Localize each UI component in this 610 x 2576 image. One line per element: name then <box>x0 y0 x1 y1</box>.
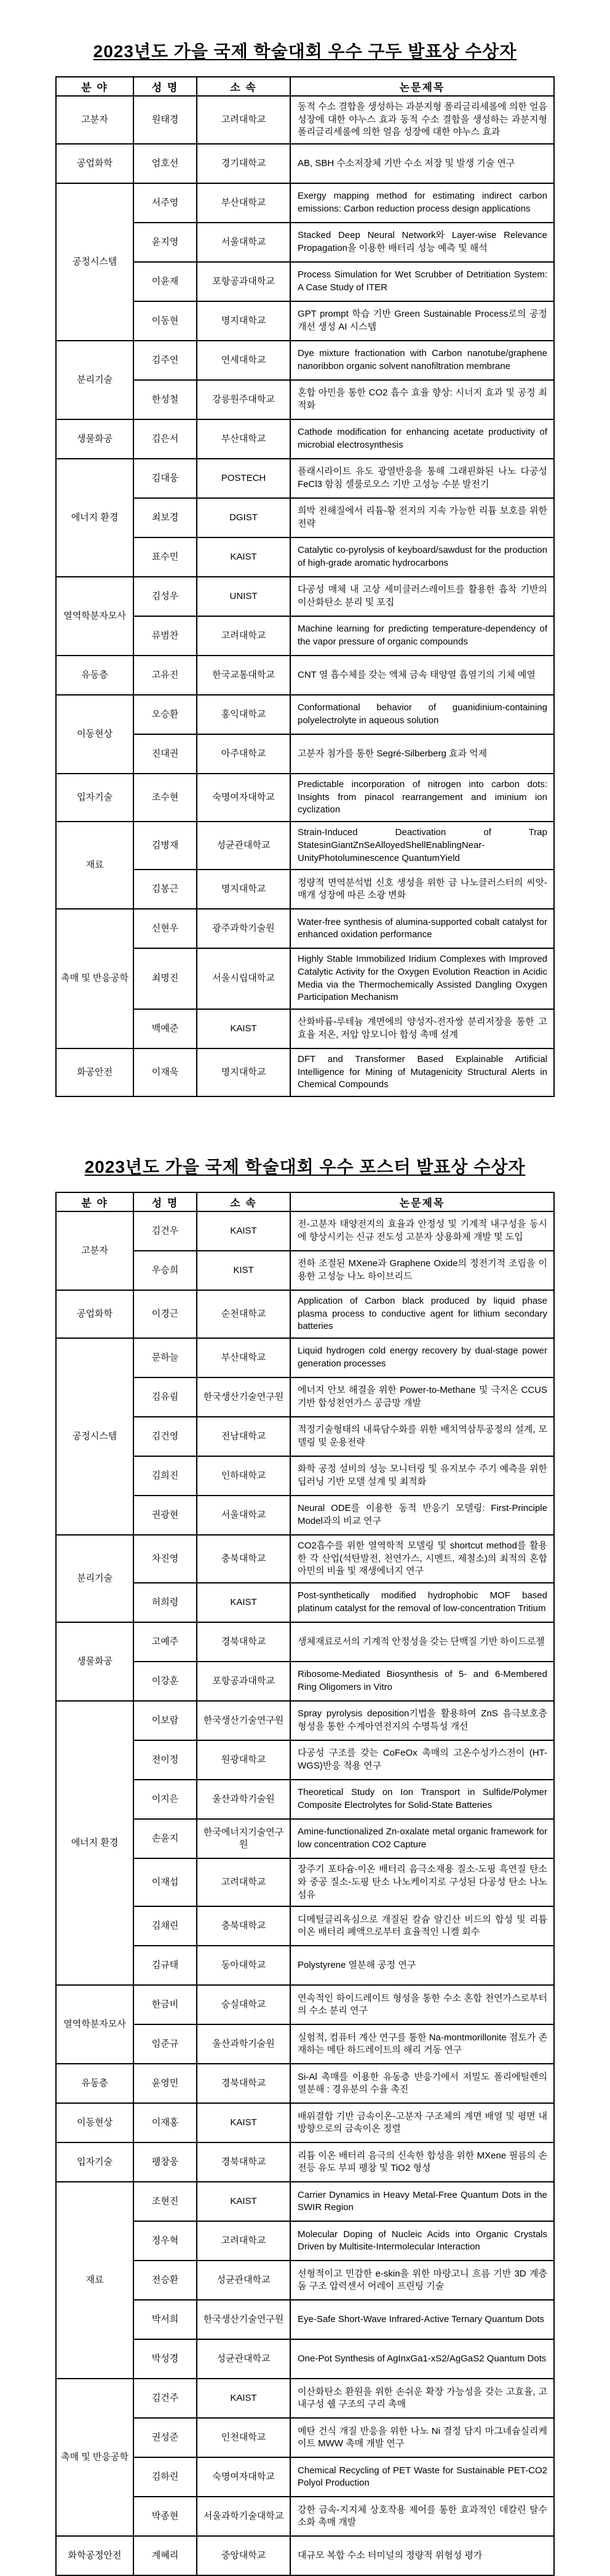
field-cell: 유동층 <box>56 2064 133 2103</box>
affiliation-cell: 경북대학교 <box>197 1622 290 1662</box>
paper-title-cell: 산화바륨-루테늄 계면에의 양성자-전자쌍 분리저장을 통한 고효율 저온, 저압 암모니아 합성 촉매 설계 <box>290 1009 554 1048</box>
award-row <box>56 2064 554 2103</box>
name-cell: 백예준 <box>133 1009 197 1048</box>
affiliation-cell: 서울대학교 <box>197 1496 290 1535</box>
header-paper-title: 논문제목 <box>290 77 554 96</box>
award-row <box>56 1985 554 2024</box>
paper-title-cell: Exergy mapping method for estimating indirect carbon emissions: Carbon reduction process design applications <box>290 183 554 223</box>
name-cell: 오승환 <box>133 695 197 734</box>
paper-title-cell: Theoretical Study on Ion Transport in Sulfide/Polymer Composite Electrolytes for Solid-State Batteries <box>290 1780 554 1819</box>
award-row <box>56 341 554 380</box>
field-cell: 열역학분자모사 <box>56 1985 133 2064</box>
field-cell: 고분자 <box>56 1211 133 1290</box>
affiliation-cell: 고려대학교 <box>197 2221 290 2261</box>
affiliation-cell: 성균관대학교 <box>197 2339 290 2379</box>
name-cell: 고유진 <box>133 656 197 695</box>
paper-title-cell: 대규모 복합 수소 터미널의 정량적 위험성 평가 <box>290 2536 554 2575</box>
award-row <box>56 1211 554 1251</box>
field-cell: 이동현상 <box>56 2103 133 2142</box>
paper-title-cell: 디메틸글리옥심으로 개질된 칼슘 알긴산 비드의 합성 및 리튬 이온 배터리 폐액으로부터 효율적인 니켈 회수 <box>290 1906 554 1946</box>
award-row <box>56 695 554 734</box>
paper-title-cell: Molecular Doping of Nucleic Acids into Organic Crystals Driven by Multisite-Intermolecular Interaction <box>290 2221 554 2261</box>
affiliation-cell: 동아대학교 <box>197 1946 290 1985</box>
paper-title-cell: Application of Carbon black produced by liquid phase plasma process to conductive agent for lithium secondary batteries <box>290 1290 554 1338</box>
affiliation-cell: 숙명여자대학교 <box>197 2457 290 2497</box>
field-cell: 입자기술 <box>56 2142 133 2182</box>
affiliation-cell: 성균관대학교 <box>197 2261 290 2300</box>
affiliation-cell: 포항공과대학교 <box>197 1662 290 1701</box>
affiliation-cell: 인천대학교 <box>197 2418 290 2457</box>
affiliation-cell: KAIST <box>197 1211 290 1251</box>
paper-title-cell: Catalytic co-pyrolysis of keyboard/sawdust for the production of high-grade aromatic hydrocarbons <box>290 537 554 577</box>
header-field: 분 야 <box>56 1192 133 1211</box>
affiliation-cell: KAIST <box>197 2103 290 2142</box>
paper-title-cell: Strain-Induced Deactivation of Trap StatesinGiantZnSeAlloyedShellEnablingNear-UnityPhotoluminescence QuantumYield <box>290 822 554 870</box>
award-row <box>56 1338 554 1377</box>
affiliation-cell: 경북대학교 <box>197 2064 290 2103</box>
name-cell: 박성경 <box>133 2339 197 2379</box>
affiliation-cell: 전남대학교 <box>197 1417 290 1456</box>
name-cell: 김건영 <box>133 1417 197 1456</box>
affiliation-cell: 강릉원주대학교 <box>197 380 290 419</box>
name-cell: 윤영민 <box>133 2064 197 2103</box>
name-cell: 서주영 <box>133 183 197 223</box>
paper-title-cell: Dye mixture fractionation with Carbon nanotube/graphene nanoribbon organic solvent nanofiltration membrane <box>290 341 554 380</box>
header-name: 성 명 <box>133 77 197 96</box>
name-cell: 윤지영 <box>133 223 197 262</box>
paper-title-cell: Conformational behavior of guanidinium-containing polyelectrolyte in aqueous solution <box>290 695 554 734</box>
name-cell: 조현진 <box>133 2182 197 2221</box>
name-cell: 김건우 <box>133 1211 197 1251</box>
award-row <box>56 459 554 498</box>
paper-title-cell: CO2흡수를 위한 열역학적 모델링 및 shortcut method를 활용한 각 산업(석탄발전, 천연가스, 시멘트, 제철소)의 최적의 혼합 아민의 비율 및 재생에너지 연구 <box>290 1535 554 1583</box>
name-cell: 진대권 <box>133 734 197 774</box>
paper-title-cell: Post-synthetically modified hydrophobic MOF based platinum catalyst for the removal of low-concentration Tritium <box>290 1583 554 1622</box>
name-cell: 최명진 <box>133 948 197 1009</box>
name-cell: 이지은 <box>133 1780 197 1819</box>
affiliation-cell: 한국생산기술연구원 <box>197 2300 290 2339</box>
affiliation-cell: 부산대학교 <box>197 1338 290 1377</box>
name-cell: 이동현 <box>133 301 197 341</box>
field-cell: 분리기술 <box>56 1535 133 1622</box>
paper-title-cell: CNT 열 흡수체를 갖는 액체 금속 태양열 흡열기의 기체 예열 <box>290 656 554 695</box>
affiliation-cell: 숙명여자대학교 <box>197 774 290 822</box>
name-cell: 한성철 <box>133 380 197 419</box>
paper-title-cell: Water-free synthesis of alumina-supported cobalt catalyst for enhanced oxidation performance <box>290 909 554 948</box>
paper-title-cell: 강한 금속-지지체 상호작용 제어를 통한 효과적인 데칼린 탈수소화 촉매 개발 <box>290 2497 554 2536</box>
affiliation-cell: 연세대학교 <box>197 341 290 380</box>
affiliation-cell: 광주과학기술원 <box>197 909 290 948</box>
oral-awards-table <box>55 76 555 1097</box>
name-cell: 팽창웅 <box>133 2142 197 2182</box>
poster-awards-section <box>0 1154 610 2576</box>
paper-title-cell: 화학 공정 설비의 성능 모니터링 및 유지보수 주기 예측을 위한 딥러닝 기반 모델 설계 및 최적화 <box>290 1456 554 1496</box>
award-row <box>56 2536 554 2575</box>
field-cell: 화공안전 <box>56 1048 133 1096</box>
paper-title-cell: Machine learning for predicting temperature-dependency of the vapor pressure of organic compounds <box>290 616 554 656</box>
name-cell: 김건주 <box>133 2379 197 2418</box>
table-header-row <box>56 77 554 96</box>
award-row <box>56 774 554 822</box>
affiliation-cell: 부산대학교 <box>197 183 290 223</box>
name-cell: 우승희 <box>133 1251 197 1290</box>
paper-title-cell: AB, SBH 수소저장체 기반 수소 저장 및 발생 기술 연구 <box>290 144 554 183</box>
paper-title-cell: 전-고분자 태양전지의 효율과 안정성 및 기계적 내구성을 동시에 향상시키는 신규 전도성 고분자 상용화제 개발 및 도입 <box>290 1211 554 1251</box>
affiliation-cell: 명지대학교 <box>197 301 290 341</box>
field-cell: 촉매 및 반응공학 <box>56 909 133 1048</box>
name-cell: 김유림 <box>133 1377 197 1417</box>
award-row <box>56 909 554 948</box>
name-cell: 원태경 <box>133 96 197 144</box>
affiliation-cell: 고려대학교 <box>197 96 290 144</box>
affiliation-cell: 한국에너지기술연구원 <box>197 1819 290 1858</box>
name-cell: 이재홍 <box>133 2103 197 2142</box>
paper-title-cell: 혼합 아민을 통한 CO2 흡수 효율 향상: 시너지 효과 및 공정 최적화 <box>290 380 554 419</box>
field-cell: 고분자 <box>56 96 133 144</box>
award-row <box>56 96 554 144</box>
field-cell: 재료 <box>56 822 133 909</box>
name-cell: 계혜리 <box>133 2536 197 2575</box>
field-cell: 분리기술 <box>56 341 133 419</box>
paper-title-cell: Spray pyrolysis deposition기법을 활용하여 ZnS 음극보호층 형성을 통한 수계아연전지의 수명특성 개선 <box>290 1701 554 1740</box>
paper-title-cell: Carrier Dynamics in Heavy Metal-Free Quantum Dots in the SWIR Region <box>290 2182 554 2221</box>
affiliation-cell: 명지대학교 <box>197 870 290 909</box>
paper-title-cell: Ribosome-Mediated Biosynthesis of 5- and 6-Membered Ring Oligomers in Vitro <box>290 1662 554 1701</box>
affiliation-cell: KAIST <box>197 1583 290 1622</box>
name-cell: 허희령 <box>133 1583 197 1622</box>
paper-title-cell: 고분자 첨가를 통한 Segré-Silberberg 효과 억제 <box>290 734 554 774</box>
affiliation-cell: 포항공과대학교 <box>197 262 290 301</box>
header-name: 성 명 <box>133 1192 197 1211</box>
field-cell: 화학공정안전 <box>56 2536 133 2575</box>
affiliation-cell: 한국교통대학교 <box>197 656 290 695</box>
name-cell: 이강훈 <box>133 1662 197 1701</box>
name-cell: 신현우 <box>133 909 197 948</box>
award-row <box>56 1290 554 1338</box>
affiliation-cell: 경북대학교 <box>197 2142 290 2182</box>
affiliation-cell: 숭실대학교 <box>197 1985 290 2024</box>
award-row <box>56 2379 554 2418</box>
paper-title-cell: Chemical Recycling of PET Waste for Sustainable PET-CO2 Polyol Production <box>290 2457 554 2497</box>
affiliation-cell: 순천대학교 <box>197 1290 290 1338</box>
paper-title-cell: Si-Al 촉매를 이용한 유동층 반응기에서 저밀도 폴리에틸렌의 열분해 : 경유분의 수율 촉진 <box>290 2064 554 2103</box>
field-cell: 생물화공 <box>56 419 133 459</box>
name-cell: 차진영 <box>133 1535 197 1583</box>
award-row <box>56 419 554 459</box>
field-cell: 촉매 및 반응공학 <box>56 2379 133 2536</box>
paper-title-cell: Cathode modification for enhancing acetate productivity of microbial electrosynthesis <box>290 419 554 459</box>
oral-awards-title: 2023년도 가을 국제 학술대회 우수 구두 발표상 수상자 <box>93 42 517 61</box>
paper-title-cell: Highly Stable Immobilized Iridium Complexes with Improved Catalytic Activity for the Oxygen Evolution Reaction in Acidic Media via the Thermochemically Assisted Dangling Oxygen Participation Mechanism <box>290 948 554 1009</box>
affiliation-cell: 인하대학교 <box>197 1456 290 1496</box>
award-row <box>56 1701 554 1740</box>
header-affiliation: 소 속 <box>197 77 290 96</box>
paper-title-cell: Neural ODE를 이용한 동적 반응기 모델링: First-Principle Model과의 비교 연구 <box>290 1496 554 1535</box>
name-cell: 엄호선 <box>133 144 197 183</box>
name-cell: 표수민 <box>133 537 197 577</box>
name-cell: 문하늘 <box>133 1338 197 1377</box>
paper-title-cell: Process Simulation for Wet Scrubber of Detritiation System: A Case Study of ITER <box>290 262 554 301</box>
affiliation-cell: 울산과학기술원 <box>197 1780 290 1819</box>
name-cell: 박서희 <box>133 2300 197 2339</box>
field-cell: 공정시스템 <box>56 1338 133 1535</box>
affiliation-cell: DGIST <box>197 498 290 537</box>
name-cell: 이경근 <box>133 1290 197 1338</box>
affiliation-cell: 충북대학교 <box>197 1535 290 1583</box>
paper-title-cell: 실험적, 컴퓨터 계산 연구를 통한 Na-montmorillonite 점토가 존재하는 메탄 하드레이트의 해리 거동 연구 <box>290 2024 554 2064</box>
affiliation-cell: 한국생산기술연구원 <box>197 1701 290 1740</box>
paper-title-cell: Predictable incorporation of nitrogen into carbon dots: Insights from pinacol rearrangement and iminium ion cyclization <box>290 774 554 822</box>
name-cell: 최보경 <box>133 498 197 537</box>
paper-title-cell: 선형적이고 민감한 e-skin을 위한 마랑고니 흐름 기반 3D 계층돔 구조 압력센서 어레이 프린팅 기술 <box>290 2261 554 2300</box>
name-cell: 이재욱 <box>133 1048 197 1096</box>
affiliation-cell: KIST <box>197 1251 290 1290</box>
field-cell: 열역학분자모사 <box>56 577 133 656</box>
affiliation-cell: KAIST <box>197 2379 290 2418</box>
name-cell: 김대웅 <box>133 459 197 498</box>
affiliation-cell: 아주대학교 <box>197 734 290 774</box>
paper-title-cell: 적정기술형태의 내륙담수화를 위한 배치역삼투공정의 설계, 모델링 및 운용전략 <box>290 1417 554 1456</box>
name-cell: 이윤재 <box>133 262 197 301</box>
award-row <box>56 1535 554 1583</box>
affiliation-cell: 명지대학교 <box>197 1048 290 1096</box>
name-cell: 김하린 <box>133 2457 197 2497</box>
name-cell: 한금비 <box>133 1985 197 2024</box>
field-cell: 재료 <box>56 2182 133 2379</box>
name-cell: 김희진 <box>133 1456 197 1496</box>
name-cell: 김채린 <box>133 1906 197 1946</box>
name-cell: 이재섭 <box>133 1858 197 1906</box>
name-cell: 류범찬 <box>133 616 197 656</box>
header-affiliation: 소 속 <box>197 1192 290 1211</box>
paper-title-cell: 다공성 매체 내 고상 세미클러스레이트를 활용한 흡착 기반의 이산화탄소 분리 및 포집 <box>290 577 554 616</box>
affiliation-cell: 중앙대학교 <box>197 2536 290 2575</box>
award-row <box>56 1622 554 1662</box>
affiliation-cell: 고려대학교 <box>197 1858 290 1906</box>
award-row <box>56 656 554 695</box>
name-cell: 손윤지 <box>133 1819 197 1858</box>
paper-title-cell: 리튬 이온 배터리 음극의 신속한 합성을 위한 MXene 필름의 손전등 유도 부피 팽창 및 TiO2 형성 <box>290 2142 554 2182</box>
affiliation-cell: POSTECH <box>197 459 290 498</box>
affiliation-cell: 한국생산기술연구원 <box>197 1377 290 1417</box>
name-cell: 정우혁 <box>133 2221 197 2261</box>
affiliation-cell: 경기대학교 <box>197 144 290 183</box>
paper-title-cell: GPT prompt 학습 기반 Green Sustainable Process로의 공정 개선 생성 AI 시스템 <box>290 301 554 341</box>
paper-title-cell: 장주기 포타슘-이온 배터리 음극소재용 질소-도핑 흑연질 탄소와 중공 질소-도핑 탄소 나노케이지로 구성된 다공성 탄소 나노섬유 <box>290 1858 554 1906</box>
award-row <box>56 2103 554 2142</box>
name-cell: 이보람 <box>133 1701 197 1740</box>
affiliation-cell: 충북대학교 <box>197 1906 290 1946</box>
affiliation-cell: 원광대학교 <box>197 1740 290 1780</box>
paper-title-cell: 동적 수소 결합을 생성하는 과분지형 폴리글리세롤에 의한 얼음 성장에 대한 야누스 효과 동적 수소 결합을 생성하는 과분지형 폴리글리세롤에 의한 얼음 성장에 대한 야누스 효과 <box>290 96 554 144</box>
affiliation-cell: UNIST <box>197 577 290 616</box>
name-cell: 박종현 <box>133 2497 197 2536</box>
affiliation-cell: 서울과학기술대학교 <box>197 2497 290 2536</box>
paper-title-cell: DFT and Transformer Based Explainable Artificial Intelligence for Mining of Mutagenicity Structural Alerts in Chemical Compounds <box>290 1048 554 1096</box>
field-cell: 에너지 환경 <box>56 459 133 577</box>
affiliation-cell: 서울대학교 <box>197 223 290 262</box>
award-row <box>56 183 554 223</box>
affiliation-cell: KAIST <box>197 2182 290 2221</box>
name-cell: 전이정 <box>133 1740 197 1780</box>
name-cell: 김규태 <box>133 1946 197 1985</box>
paper-title-cell: 이산화탄소 환원을 위한 손쉬운 확장 가능성을 갖는 고효율, 고내구성 쉘 구조의 구리 촉매 <box>290 2379 554 2418</box>
award-row <box>56 144 554 183</box>
name-cell: 전승환 <box>133 2261 197 2300</box>
affiliation-cell: 홍익대학교 <box>197 695 290 734</box>
affiliation-cell: 고려대학교 <box>197 616 290 656</box>
name-cell: 김주연 <box>133 341 197 380</box>
name-cell: 권성준 <box>133 2418 197 2457</box>
field-cell: 에너지 환경 <box>56 1701 133 1985</box>
table-header-row <box>56 1192 554 1211</box>
award-row <box>56 2142 554 2182</box>
field-cell: 생물화공 <box>56 1622 133 1701</box>
poster-awards-title: 2023년도 가을 국제 학술대회 우수 포스터 발표상 수상자 <box>84 1157 526 1176</box>
field-cell: 공업화학 <box>56 1290 133 1338</box>
affiliation-cell: 울산과학기술원 <box>197 2024 290 2064</box>
paper-title-cell: 배위결합 기반 금속이온-고분자 구조체의 계면 배열 및 평면 내 방향으로의 금속이온 정렬 <box>290 2103 554 2142</box>
field-cell: 유동층 <box>56 656 133 695</box>
name-cell: 김봉근 <box>133 870 197 909</box>
paper-title-cell: Polystyrene 열분해 공정 연구 <box>290 1946 554 1985</box>
paper-title-cell: Liquid hydrogen cold energy recovery by dual-stage power generation processes <box>290 1338 554 1377</box>
field-cell: 이동현상 <box>56 695 133 774</box>
name-cell: 김은서 <box>133 419 197 459</box>
oral-awards-section <box>0 38 610 1097</box>
affiliation-cell: 성균관대학교 <box>197 822 290 870</box>
name-cell: 조수현 <box>133 774 197 822</box>
paper-title-cell: 플래시라이트 유도 광열반응을 통해 그래핀화된 나노 다공성 FeCl3 함침 셀룰로오스 기반 고성능 수분 발전기 <box>290 459 554 498</box>
paper-title-cell: 연속적인 하이드레이트 형성을 통한 수소 혼합 천연가스로부터의 수소 분리 연구 <box>290 1985 554 2024</box>
header-paper-title: 논문제목 <box>290 1192 554 1211</box>
paper-title-cell: 다공성 구조를 갖는 CoFeOx 촉매의 고온수성가스전이 (HT-WGS)반응 적용 연구 <box>290 1740 554 1780</box>
poster-awards-table <box>55 1192 555 2576</box>
award-row <box>56 577 554 616</box>
name-cell: 임준규 <box>133 2024 197 2064</box>
affiliation-cell: 부산대학교 <box>197 419 290 459</box>
affiliation-cell: KAIST <box>197 537 290 577</box>
name-cell: 김병재 <box>133 822 197 870</box>
paper-title-cell: 생체재료로서의 기계적 안정성을 갖는 단백질 기반 하이드로젤 <box>290 1622 554 1662</box>
header-field: 분 야 <box>56 77 133 96</box>
paper-title-cell: 메탄 건식 개질 반응을 위한 나노 Ni 결정 담지 마그네슘실리케이트 MWW 촉매 개발 연구 <box>290 2418 554 2457</box>
affiliation-cell: 서울시립대학교 <box>197 948 290 1009</box>
field-cell: 공업화학 <box>56 144 133 183</box>
affiliation-cell: KAIST <box>197 1009 290 1048</box>
paper-title-cell: Eye-Safe Short-Wave Infrared-Active Ternary Quantum Dots <box>290 2300 554 2339</box>
paper-title-cell: 정량적 면역분석법 신호 생성을 위한 금 나노클러스터의 씨앗-매개 성장에 따른 소광 변화 <box>290 870 554 909</box>
award-row <box>56 1048 554 1096</box>
award-row <box>56 2182 554 2221</box>
field-cell: 공정시스템 <box>56 183 133 341</box>
name-cell: 권광현 <box>133 1496 197 1535</box>
field-cell: 입자기술 <box>56 774 133 822</box>
paper-title-cell: Stacked Deep Neural Network와 Layer-wise Relevance Propagation을 이용한 배터리 성능 예측 및 해석 <box>290 223 554 262</box>
award-row <box>56 822 554 870</box>
paper-title-cell: One-Pot Synthesis of AgInxGa1-xS2/AgGaS2 Quantum Dots <box>290 2339 554 2379</box>
paper-title-cell: 전하 조절된 MXene과 Graphene Oxide의 정전기적 조립을 이용한 고성능 나노 하이브리드 <box>290 1251 554 1290</box>
paper-title-cell: 에너지 안보 해결을 위한 Power-to-Methane 및 극저온 CCUS 기반 합성천연가스 공급망 개발 <box>290 1377 554 1417</box>
paper-title-cell: Amine-functionalized Zn-oxalate metal organic framework for low concentration CO2 Capture <box>290 1819 554 1858</box>
name-cell: 김성우 <box>133 577 197 616</box>
paper-title-cell: 희박 전해질에서 리튬-황 전지의 지속 가능한 리튬 보호를 위한 전략 <box>290 498 554 537</box>
name-cell: 고예주 <box>133 1622 197 1662</box>
